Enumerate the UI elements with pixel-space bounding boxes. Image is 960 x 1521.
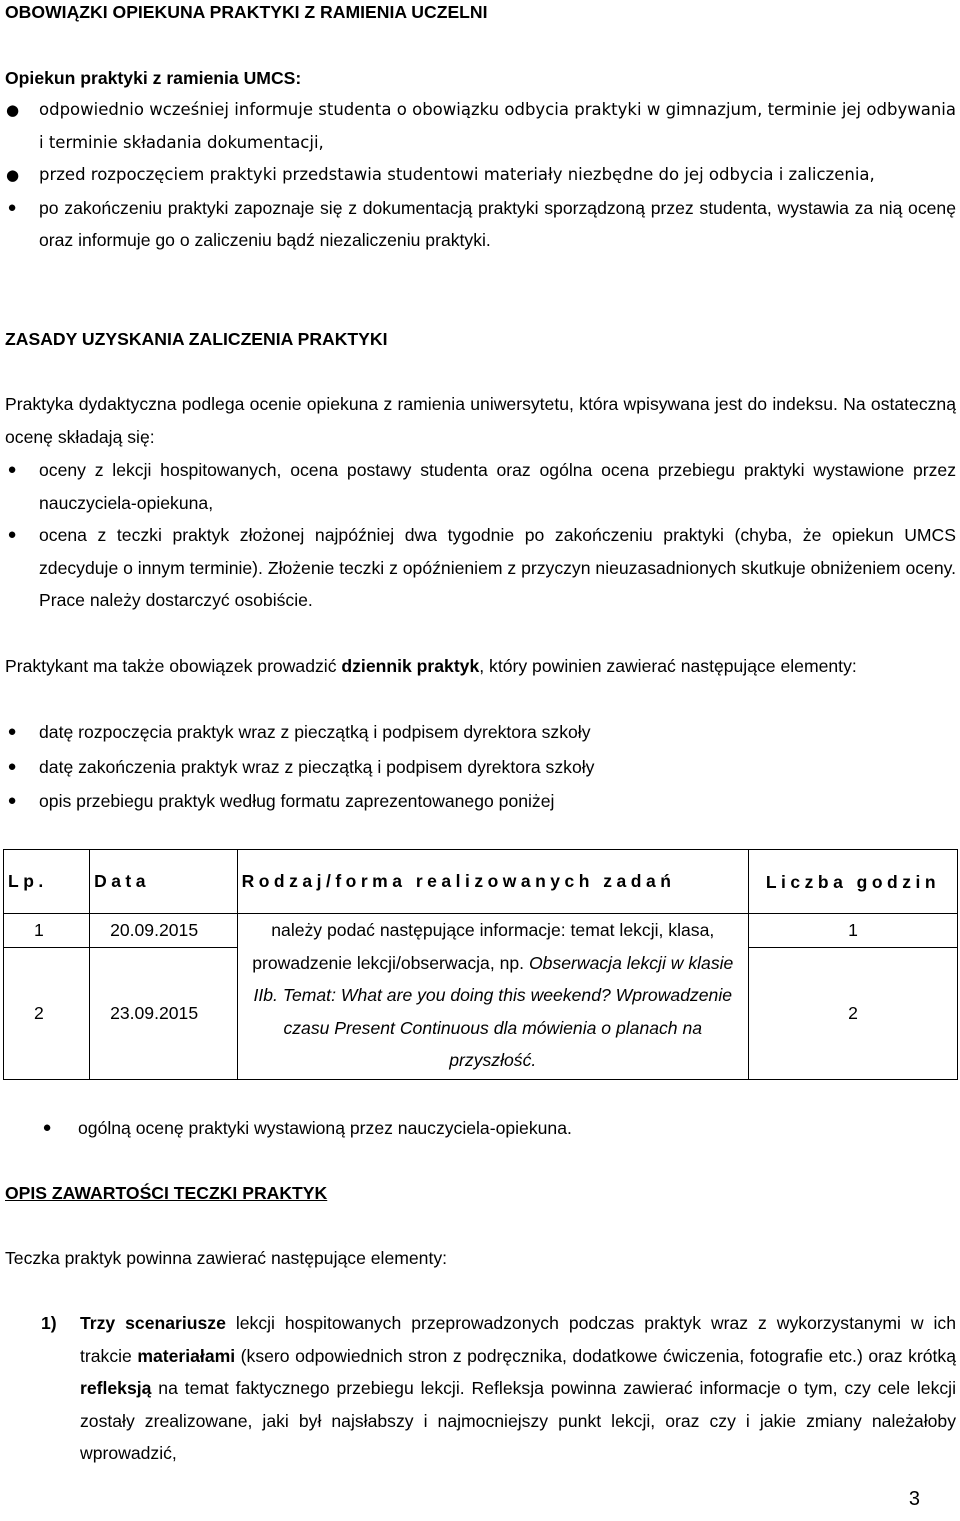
cell-data: 23.09.2015 (90, 947, 238, 1079)
list-item: 1) Trzy scenariusze lekcji hospitowanych przeprowadzonych podczas praktyk wraz z wykorzystanymi w ich trakcie materiałami (ksero odpowiednich stron z podręcznika, dodatkowe ćwiczenia, fotografie etc.) oraz krótką refleksją na temat faktycznego przebiegu lekcji. Refleksja powinna zawierać informacje o tym, czy cele lekcji zostały zrealizowane, jaki był najsłabszy i najmocniejszy punkt lekcji, oraz czy i jakie zmiany należałoby wprowadzić, (5, 1307, 956, 1470)
list-item: ● po zakończeniu praktyki zapoznaje się z dokumentacją praktyki sporządzoną przez studenta, wystawia za nią ocenę oraz informuje go o zaliczeniu bądź niezaliczeniu praktyki. (5, 192, 956, 257)
item-number: 1) (41, 1313, 57, 1333)
list-item: ● oceny z lekcji hospitowanych, ocena postawy studenta oraz ogólna ocena przebiegu praktyki wystawione przez nauczyciela-opiekuna, (5, 454, 956, 519)
list-item: ● odpowiednio wcześniej informuje studenta o obowiązku odbycia praktyki w gimnazjum, terminie jej odbywania i terminie składania dokumentacji, (5, 94, 956, 159)
list-item: ● datę zakończenia praktyk wraz z pieczątką i podpisem dyrektora szkoły (5, 751, 956, 784)
dziennik-paragraph: Praktykant ma także obowiązek prowadzić dziennik praktyk, który powinien zawierać następujące elementy: (5, 656, 857, 676)
opiekun-list (5, 94, 956, 257)
after-table-list (40, 1112, 956, 1145)
zasady-heading: ZASADY UZYSKANIA ZALICZENIA PRAKTYKI (5, 329, 388, 349)
bullet-icon: ● (6, 101, 20, 119)
table-header-row (4, 850, 958, 914)
list-item: ● ogólną ocenę praktyki wystawioną przez nauczyciela-opiekuna. (40, 1112, 956, 1145)
bullet-icon: ● (7, 461, 17, 478)
header-data: Data (90, 850, 238, 914)
zasady-list (5, 454, 956, 617)
cell-godzin: 1 (748, 914, 957, 948)
cell-data: 20.09.2015 (90, 914, 238, 948)
opiekun-heading: Opiekun praktyki z ramienia UMCS: (5, 68, 302, 88)
cell-description: należy podać następujące informacje: temat lekcji, klasa, prowadzenie lekcji/obserwacja, np. Obserwacja lekcji w klasie IIb. Temat: What are you doing this weekend? Wprowadzenie czasu Present Continuous dla mówienia o planach na przyszłość. (237, 914, 748, 1080)
teczka-heading: OPIS ZAWARTOŚCI TECZKI PRAKTYK (5, 1183, 328, 1203)
diary-table (3, 849, 958, 1080)
bullet-icon: ● (7, 198, 17, 216)
bullet-icon: ● (6, 166, 20, 184)
teczka-intro: Teczka praktyk powinna zawierać następujące elementy: (5, 1248, 448, 1268)
bullet-icon: ● (7, 526, 17, 543)
header-lp: Lp. (4, 850, 90, 914)
list-item: ● datę rozpoczęcia praktyk wraz z pieczątką i podpisem dyrektora szkoły (5, 716, 956, 749)
list-item: ● ocena z teczki praktyk złożonej najpóźniej dwa tygodnie po zakończeniu praktyki (chyba, że opiekun UMCS zdecyduje o innym terminie). Złożenie teczki z opóźnieniem z przyczyn nieuzasadnionych skutkuje obniżeniem oceny. Prace należy dostarczyć osobiście. (5, 519, 956, 617)
bullet-icon: ● (42, 1119, 52, 1136)
cell-lp: 1 (4, 914, 90, 948)
cell-lp: 2 (4, 947, 90, 1079)
header-rodzaj: Rodzaj/forma realizowanych zadań (237, 850, 748, 914)
page-number: 3 (908, 1488, 920, 1510)
cell-godzin: 2 (748, 947, 957, 1079)
list-item: ● opis przebiegu praktyk według formatu zaprezentowanego poniżej (5, 785, 956, 818)
teczka-list (5, 1307, 956, 1470)
table-row (4, 914, 958, 948)
bullet-icon: ● (7, 792, 17, 809)
bullet-icon: ● (7, 757, 17, 775)
dziennik-list (5, 716, 956, 818)
header-liczba-godzin: Liczba godzin (748, 850, 957, 914)
page-title: OBOWIĄZKI OPIEKUNA PRAKTYKI Z RAMIENIA UCZELNI (5, 2, 488, 22)
list-item: ● przed rozpoczęciem praktyki przedstawia studentowi materiały niezbędne do jej odbycia i zaliczenia, (5, 159, 956, 192)
zasady-intro: Praktyka dydaktyczna podlega ocenie opiekuna z ramienia uniwersytetu, która wpisywana jest do indeksu. Na ostateczną ocenę składają się: (5, 394, 956, 447)
bullet-icon: ● (7, 723, 17, 740)
